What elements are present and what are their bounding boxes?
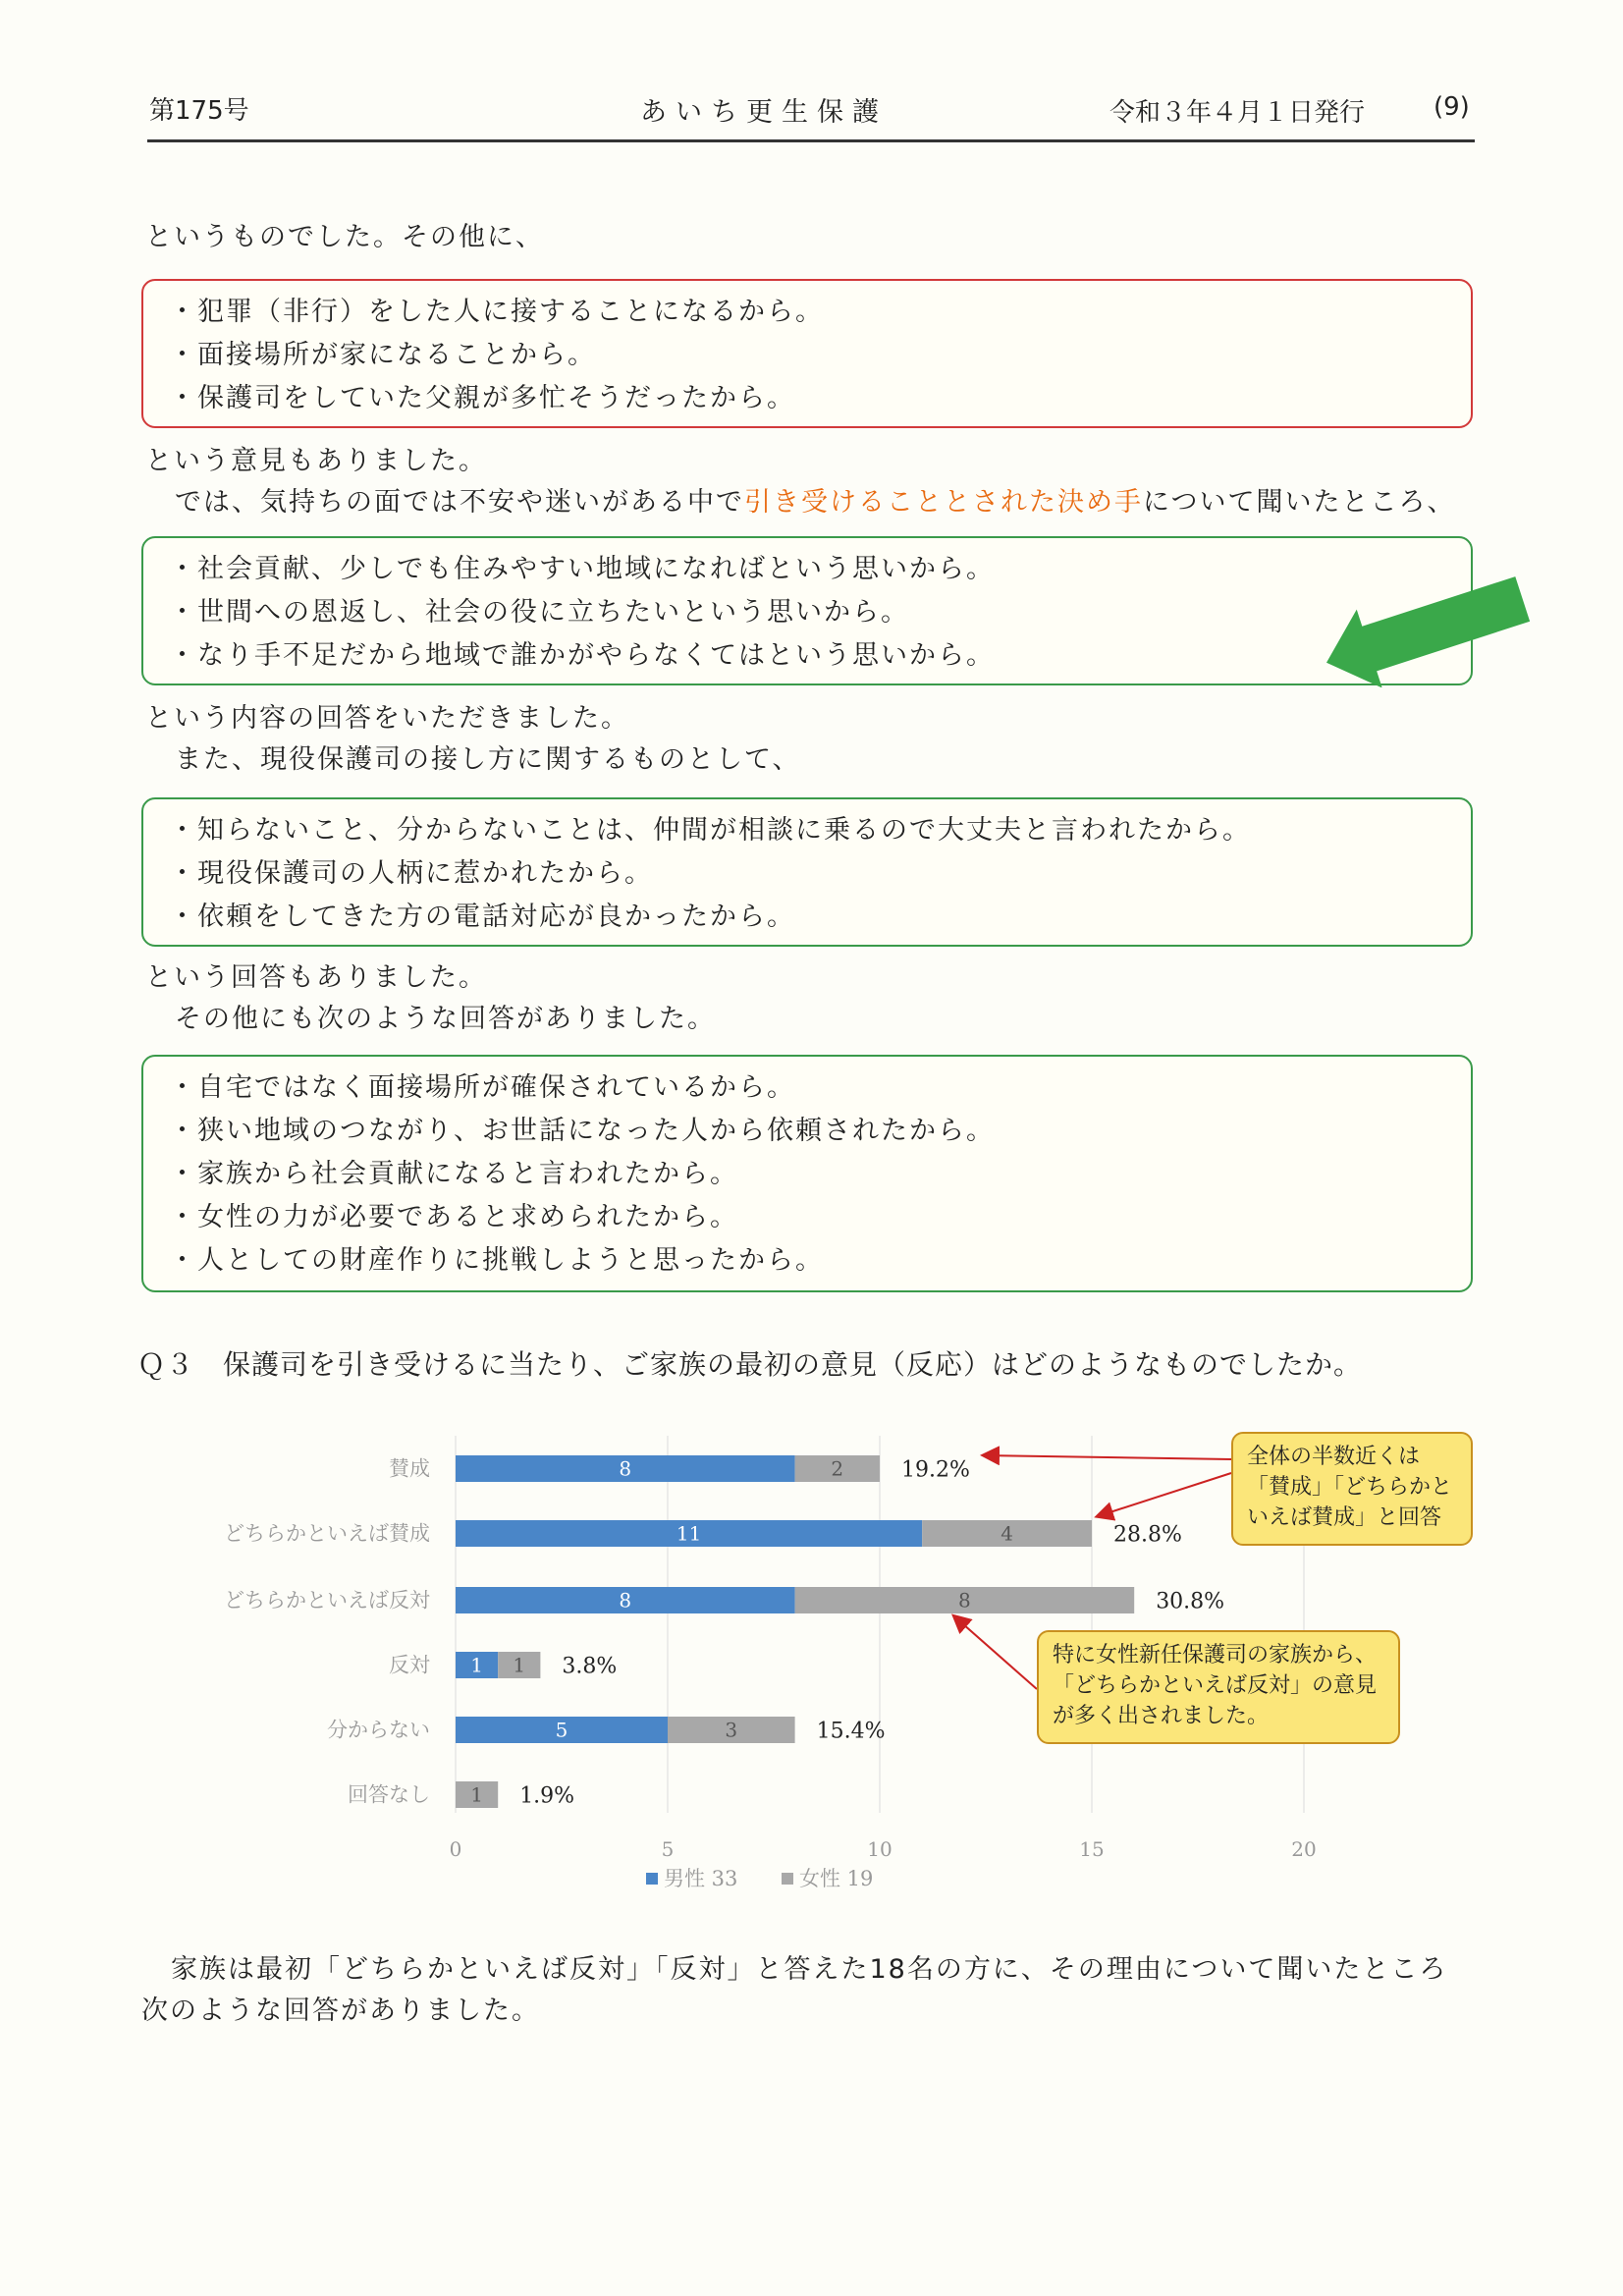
x-tick-label: 10 [867,1837,893,1861]
category-label: 反対 [389,1653,430,1677]
highlight-text: 引き受けることとされた決め手 [744,487,1143,518]
category-label: 賛成 [389,1456,430,1481]
callout-line: 全体の半数近くは [1247,1445,1421,1469]
list-item: ・社会貢献、少しでも住みやすい地域になればという思いから。 [169,554,995,584]
callout-arrow [1098,1473,1231,1516]
list-item: ・自宅ではなく面接場所が確保されているから。 [169,1072,795,1103]
percent-label: 30.8% [1156,1589,1225,1614]
list-item: ・世間への恩返し、社会の役に立ちたいという思いから。 [169,597,909,628]
callout-line: 「賛成」「どちらかと [1247,1475,1453,1500]
bar-value-label: 4 [1001,1521,1013,1546]
bar-value-label: 8 [619,1456,632,1481]
legend-swatch-male [646,1873,658,1885]
bar-value-label: 2 [831,1456,844,1481]
list-item: ・人としての財産作りに挑戦しようと思ったから。 [169,1245,824,1276]
bar-value-label: 8 [619,1588,632,1613]
para-line: という回答もありました。 [145,962,487,993]
list-item: ・女性の力が必要であると求められたから。 [169,1202,738,1232]
list-item: ・家族から社会貢献になると言われたから。 [169,1159,738,1189]
bar-value-label: 3 [725,1718,738,1742]
callout-line: が多く出されました。 [1053,1704,1270,1728]
callout-approval [1231,1432,1473,1546]
percent-label: 1.9% [519,1783,575,1809]
category-label: どちらかといえば反対 [224,1588,430,1613]
category-label: 回答なし [348,1782,430,1807]
callout-arrow [954,1616,1037,1689]
callout-line: 「どちらかといえば反対」の意見 [1053,1673,1378,1698]
bar-value-label: 1 [470,1653,483,1677]
percent-label: 15.4% [816,1719,886,1744]
para-line: という意見もありました。 [145,446,487,476]
list-item: ・面接場所が家になることから。 [169,340,596,370]
percent-label: 3.8% [562,1654,618,1679]
issue-date: 令和３年４月１日発行 [1109,98,1366,128]
intro-line: というものでした。その他に、 [145,222,544,252]
bar-value-label: 1 [513,1653,526,1677]
question-heading: Ｑ３ 保護司を引き受けるに当たり、ご家族の最初の意見（反応）はどのようなものでしたか。 [137,1348,1363,1381]
issue-number: 第175号 [149,96,249,126]
para-line: その他にも次のような回答がありました。 [175,1004,716,1034]
para-text: について聞いたところ、 [1143,487,1456,518]
bar-value-label: 8 [958,1588,971,1613]
percent-label: 19.2% [901,1457,970,1483]
newsletter-title: あいち更生保護 [640,97,888,128]
list-item: ・犯罪（非行）をした人に接することになるから。 [169,297,824,327]
legend-label: 女性 19 [799,1867,874,1890]
category-label: 分からない [327,1718,430,1742]
para-line: また、現役保護司の接し方に関するものとして、 [175,744,801,775]
list-item: ・狭い地域のつながり、お世話になった人から依頼されたから。 [169,1116,995,1146]
callout-arrow [984,1455,1231,1459]
x-tick-label: 15 [1079,1837,1105,1861]
bar-value-label: 11 [676,1521,702,1546]
percent-label: 28.8% [1113,1522,1182,1548]
para-line: 家族は最初「どちらかといえば反対」「反対」と答えた18名の方に、その理由について聞いたところ [171,1954,1448,1985]
x-tick-label: 5 [661,1837,675,1861]
legend-label: 男性 33 [664,1867,738,1890]
callout-opposition [1037,1630,1400,1744]
list-item: ・現役保護司の人柄に惹かれたから。 [169,858,653,889]
list-item: ・依頼をしてきた方の電話対応が良かったから。 [169,902,795,932]
callout-line: いえば賛成」と回答 [1247,1505,1442,1530]
legend-swatch-female [782,1873,793,1885]
category-label: どちらかといえば賛成 [224,1521,430,1546]
x-tick-label: 20 [1291,1837,1317,1861]
callout-line: 特に女性新任保護司の家族から、 [1053,1643,1378,1667]
para-line: 次のような回答がありました。 [141,1995,540,2026]
list-item: ・保護司をしていた父親が多忙そうだったから。 [169,383,795,413]
para-text: では、気持ちの面では不安や迷いがある中で [175,487,744,518]
bar-value-label: 1 [470,1782,483,1807]
list-item: ・なり手不足だから地域で誰かがやらなくてはという思いから。 [169,640,995,671]
page-number: (9) [1434,92,1470,122]
list-item: ・知らないこと、分からないことは、仲間が相談に乗るので大丈夫と言われたから。 [169,815,1251,846]
para-line: という内容の回答をいただきました。 [145,703,629,734]
bar-value-label: 5 [555,1718,568,1742]
x-tick-label: 0 [449,1837,462,1861]
